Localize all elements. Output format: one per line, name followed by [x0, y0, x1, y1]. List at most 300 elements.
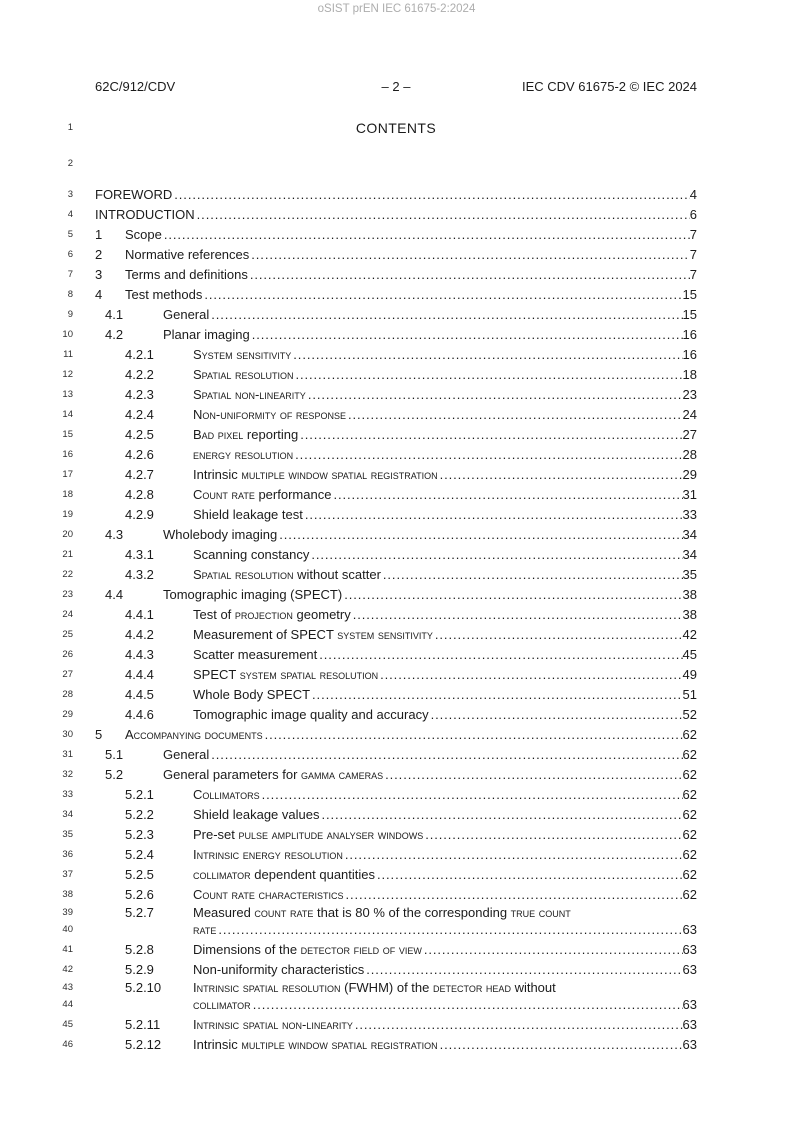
toc-entry-number: 5.2.8	[125, 942, 154, 957]
toc-row	[60, 980, 697, 995]
toc-page-number: 62	[682, 847, 697, 862]
toc-row	[60, 765, 697, 785]
toc-entry-title: Test methods	[125, 287, 203, 302]
toc-page-number: 24	[682, 407, 697, 422]
toc-row-body	[105, 765, 697, 785]
dot-leader	[306, 385, 683, 405]
toc-page-number: 62	[682, 807, 697, 822]
toc-row	[60, 645, 697, 665]
toc-entry-title: General	[163, 747, 210, 762]
toc-row-body	[125, 980, 697, 995]
toc-row-body	[125, 405, 697, 425]
toc-entry-title: Whole Body SPECT	[193, 687, 311, 702]
toc-row	[60, 725, 697, 745]
toc-entry-number: 5.2.1	[125, 787, 154, 802]
toc-page-number: 31	[682, 487, 697, 502]
line-number: 30	[62, 729, 73, 740]
toc-page-number: 23	[682, 387, 697, 402]
toc-page-number: 28	[682, 447, 697, 462]
dot-leader	[429, 705, 683, 725]
dot-leader	[298, 425, 682, 445]
dot-leader	[260, 785, 683, 805]
toc-page-number: 49	[682, 667, 697, 682]
toc-entry-title: Collimators	[193, 787, 260, 802]
line-number: 43	[62, 982, 73, 993]
toc-entry-number: 5.2.6	[125, 887, 154, 902]
toc-entry-title: Scope	[125, 227, 162, 242]
toc-page-number: 16	[682, 347, 697, 362]
toc-entry-number: 5	[95, 727, 103, 742]
toc-row-body	[125, 545, 697, 565]
header-copyright: IEC CDV 61675-2 © IEC 2024	[521, 79, 698, 94]
page-title: CONTENTS	[355, 120, 437, 136]
toc-entry-number: 5.2.2	[125, 807, 154, 822]
line-number: 34	[62, 809, 73, 820]
dot-leader	[209, 305, 682, 325]
dot-leader	[343, 885, 682, 905]
toc-row	[60, 365, 697, 385]
toc-entry-number: 1	[95, 227, 103, 242]
dot-leader	[195, 205, 690, 225]
toc-page-number: 15	[682, 307, 697, 322]
toc-entry-number: 4.3.2	[125, 567, 154, 582]
toc-page-number: 51	[682, 687, 697, 702]
line-number: 27	[62, 669, 73, 680]
line-number: 35	[62, 829, 73, 840]
line-number: 7	[67, 269, 73, 280]
toc-entry-title: Count rate performance	[193, 487, 332, 502]
toc-entry-title: Scatter measurement	[193, 647, 318, 662]
dot-leader	[309, 545, 682, 565]
toc-entry-number: 5.2.11	[125, 1017, 161, 1032]
toc-entry-title: Dimensions of the detector field of view	[193, 942, 422, 957]
toc-row-body	[125, 825, 697, 845]
dot-leader	[277, 525, 682, 545]
toc-row-body	[105, 525, 697, 545]
toc-entry-title: Terms and definitions	[125, 267, 248, 282]
toc-entry-number: 4.2.5	[125, 427, 154, 442]
toc-row	[60, 995, 697, 1015]
line-number: 11	[63, 349, 73, 360]
line-number: 4	[67, 209, 73, 220]
toc-row-body	[125, 920, 697, 940]
toc-row	[60, 585, 697, 605]
toc-entry-number: 4.2.1	[125, 347, 154, 362]
toc-page-number: 33	[682, 507, 697, 522]
toc-page-number: 62	[682, 727, 697, 742]
toc-entry-title: Measured count rate that is 80 % of the corresponding true count	[193, 905, 571, 920]
toc-row	[60, 905, 697, 920]
toc-content	[60, 120, 697, 1055]
line-number: 15	[62, 429, 73, 440]
toc-row	[60, 960, 697, 980]
dot-leader	[303, 505, 683, 525]
line-number: 45	[62, 1019, 73, 1030]
toc-entry-number: 5.2.7	[125, 905, 154, 920]
line-number: 40	[62, 924, 73, 935]
dot-leader	[209, 745, 682, 765]
toc-page-number: 63	[682, 922, 697, 937]
toc-row-body	[125, 565, 697, 585]
dot-leader	[381, 565, 683, 585]
toc-page-number: 63	[682, 962, 697, 977]
watermark-text: oSIST prEN IEC 61675-2:2024	[317, 3, 476, 15]
toc-page-number: 38	[682, 587, 697, 602]
toc-row	[60, 465, 697, 485]
toc-entry-title: Shield leakage values	[193, 807, 320, 822]
toc-row-body	[125, 485, 697, 505]
line-number: 8	[67, 289, 73, 300]
toc-row	[60, 405, 697, 425]
toc-entry-title: Non-uniformity characteristics	[193, 962, 365, 977]
dot-leader	[378, 665, 682, 685]
dot-leader	[383, 765, 682, 785]
toc-row-body	[125, 705, 697, 725]
toc-entry-title: General parameters for gamma cameras	[163, 767, 384, 782]
dot-leader	[263, 725, 683, 745]
line-number: 6	[67, 249, 73, 260]
toc-row-body	[125, 385, 697, 405]
toc-entry-title: Wholebody imaging	[163, 527, 278, 542]
toc-page-number: 62	[682, 867, 697, 882]
toc-entry-number: 5.2	[105, 767, 124, 782]
toc-entry-title: Test of projection geometry	[193, 607, 351, 622]
line-number: 18	[62, 489, 73, 500]
toc-entry-title: Non-uniformity of response	[193, 407, 346, 422]
toc-entry-number: 5.2.4	[125, 847, 154, 862]
toc-row	[60, 920, 697, 940]
line-number: 39	[62, 907, 73, 918]
line-number: 16	[62, 449, 73, 460]
dot-leader	[353, 1015, 683, 1035]
toc-entry-number: 4	[95, 287, 103, 302]
toc-entry-title: Tomographic imaging (SPECT)	[163, 587, 343, 602]
toc-entry-title: Intrinsic multiple window spatial registration	[193, 467, 438, 482]
toc-entry-number: 4.4.6	[125, 707, 154, 722]
toc-row	[60, 825, 697, 845]
toc-row-body	[125, 465, 697, 485]
toc-row	[60, 205, 697, 225]
dot-leader	[162, 225, 690, 245]
toc-entry-title: Scanning constancy	[193, 547, 310, 562]
toc-page-number: 34	[682, 527, 697, 542]
dot-leader	[438, 465, 683, 485]
toc-row-body	[125, 905, 697, 920]
toc-row-body	[125, 995, 697, 1015]
toc-page-number: 52	[682, 707, 697, 722]
toc-entry-title: Intrinsic spatial non-linearity	[193, 1017, 353, 1032]
line-number: 13	[62, 389, 73, 400]
line-number: 19	[62, 509, 73, 520]
toc-row	[60, 485, 697, 505]
toc-row	[60, 225, 697, 245]
toc-entry-number: 4.3.1	[125, 547, 154, 562]
toc-row-body	[95, 225, 697, 245]
line-number: 3	[67, 189, 73, 200]
toc-row-body	[125, 365, 697, 385]
toc-entry-title: Accompanying documents	[125, 727, 263, 742]
toc-entry-title: Bad pixel reporting	[193, 427, 299, 442]
line-number: 44	[62, 999, 73, 1010]
toc-page-number: 18	[682, 367, 697, 382]
line-number: 17	[62, 469, 73, 480]
toc-page-number: 62	[682, 887, 697, 902]
toc-row	[60, 665, 697, 685]
toc-entry-number: 5.2.12	[125, 1037, 162, 1052]
toc-entry-title: Spatial non-linearity	[193, 387, 306, 402]
toc-row-body	[125, 865, 697, 885]
toc-row-body	[125, 625, 697, 645]
toc-row	[60, 865, 697, 885]
toc-entry-title: Spatial resolution without scatter	[193, 567, 381, 582]
toc-entry-title: Spatial resolution	[193, 367, 294, 382]
toc-row-body	[95, 265, 697, 285]
toc-row-body	[125, 785, 697, 805]
toc-row	[60, 1015, 697, 1035]
toc-row	[60, 445, 697, 465]
toc-row-body	[125, 345, 697, 365]
toc-row-body	[125, 425, 697, 445]
toc-page-number: 63	[682, 942, 697, 957]
dot-leader	[248, 265, 690, 285]
toc-entry-title: Pre-set pulse amplitude analyser windows	[193, 827, 424, 842]
toc-row	[60, 325, 697, 345]
toc-row-body	[125, 605, 697, 625]
toc-row	[60, 345, 697, 365]
contents-title-row	[60, 120, 697, 158]
dot-leader	[351, 605, 683, 625]
toc-row-body	[125, 1035, 697, 1055]
toc-row	[60, 525, 697, 545]
toc-entry-number: 5.1	[105, 747, 124, 762]
dot-leader	[422, 940, 683, 960]
toc-entry-number: 4.2.4	[125, 407, 154, 422]
toc-row	[60, 505, 697, 525]
toc-entry-title: Measurement of SPECT system sensitivity	[193, 627, 433, 642]
toc-entry-number: 4.4	[105, 587, 124, 602]
dot-leader	[375, 865, 683, 885]
dot-leader	[250, 325, 683, 345]
toc-entry-number: 4.2.3	[125, 387, 154, 402]
toc-entry-title: System sensitivity	[193, 347, 292, 362]
toc-entry-title: Count rate characteristics	[193, 887, 344, 902]
toc-entry-number: 3	[95, 267, 103, 282]
line-number: 12	[62, 369, 73, 380]
toc-row-body	[125, 805, 697, 825]
dot-leader	[346, 405, 683, 425]
toc-entry-title: Intrinsic spatial resolution (FWHM) of the detector head without	[193, 980, 556, 995]
toc-entry-number: 2	[95, 247, 103, 262]
dot-leader	[317, 645, 682, 665]
toc-entry-title: Planar imaging	[163, 327, 250, 342]
dot-leader	[172, 185, 689, 205]
toc-page-number: 63	[682, 1037, 697, 1052]
line-number: 36	[62, 849, 73, 860]
dot-leader	[310, 685, 682, 705]
line-number: 37	[62, 869, 73, 880]
toc-row-body	[125, 845, 697, 865]
toc-row	[60, 625, 697, 645]
toc-page-number: 7	[689, 227, 697, 242]
toc-entry-title: Shield leakage test	[193, 507, 303, 522]
dot-leader	[293, 365, 682, 385]
line-number: 1	[67, 122, 73, 133]
toc-row-body	[125, 940, 697, 960]
line-number: 33	[62, 789, 73, 800]
toc-page-number: 7	[689, 267, 697, 282]
toc-row	[60, 940, 697, 960]
toc-row-body	[95, 285, 697, 305]
toc-row	[60, 305, 697, 325]
toc-entry-number: 4.4.3	[125, 647, 154, 662]
toc-entry-title: Intrinsic energy resolution	[193, 847, 343, 862]
toc-row-body	[95, 185, 697, 205]
toc-row	[60, 545, 697, 565]
toc-page-number: 62	[682, 767, 697, 782]
toc-entry-title: rate	[193, 922, 217, 937]
toc-entry-number: 5.2.5	[125, 867, 154, 882]
toc-entry-number: 4.4.4	[125, 667, 154, 682]
line-number: 26	[62, 649, 73, 660]
toc-entry-title: Tomographic image quality and accuracy	[193, 707, 429, 722]
toc-entry-number: 5.2.10	[125, 980, 162, 995]
toc-row	[60, 845, 697, 865]
toc-entry-title: Intrinsic multiple window spatial registration	[193, 1037, 438, 1052]
toc-row-body	[125, 960, 697, 980]
toc-entry-number: 4.4.1	[125, 607, 154, 622]
toc-entry-title: collimator dependent quantities	[193, 867, 376, 882]
toc-entry-number: 4.4.5	[125, 687, 154, 702]
toc-page-number: 35	[682, 567, 697, 582]
toc-row	[60, 745, 697, 765]
toc-row	[60, 565, 697, 585]
toc-entry-number: 5.2.9	[125, 962, 154, 977]
toc-row-body	[125, 685, 697, 705]
toc-entry-number: 4.2.9	[125, 507, 154, 522]
dot-leader	[216, 920, 682, 940]
header-page-number: – 2 –	[381, 79, 411, 94]
toc-entry-title: General	[163, 307, 210, 322]
line-number: 46	[62, 1039, 73, 1050]
line-number: 25	[62, 629, 73, 640]
dot-leader	[331, 485, 682, 505]
toc-entry-number: 4.1	[105, 307, 124, 322]
toc-row	[60, 285, 697, 305]
toc-page-number: 15	[682, 287, 697, 302]
dot-leader	[251, 995, 683, 1015]
toc-row-body	[95, 245, 697, 265]
line-number: 41	[62, 944, 73, 955]
toc-page-number: 63	[682, 997, 697, 1012]
line-number: 38	[62, 889, 73, 900]
toc-row	[60, 425, 697, 445]
toc-entry-number: 4.3	[105, 527, 124, 542]
dot-leader	[202, 285, 682, 305]
dot-leader	[249, 245, 689, 265]
line-number: 5	[67, 229, 73, 240]
dot-leader	[291, 345, 682, 365]
toc-entry-number: 4.2.2	[125, 367, 154, 382]
line-number: 20	[62, 529, 73, 540]
toc-row-body	[125, 645, 697, 665]
line-number: 21	[62, 549, 73, 560]
toc-row-body	[95, 725, 697, 745]
toc-page-number: 6	[689, 207, 697, 222]
toc-entry-number: 4.2	[105, 327, 124, 342]
line-number: 24	[62, 609, 73, 620]
toc-page-number: 62	[682, 747, 697, 762]
line-number: 23	[62, 589, 73, 600]
toc-page-number: 27	[682, 427, 697, 442]
line-number: 2	[67, 158, 73, 169]
line-number: 14	[62, 409, 73, 420]
toc-page-number: 16	[682, 327, 697, 342]
dot-leader	[423, 825, 682, 845]
toc-entry-title: INTRODUCTION	[95, 207, 195, 222]
toc-page-number: 29	[682, 467, 697, 482]
header-document-reference: 62C/912/CDV	[95, 79, 176, 94]
line-number: 32	[62, 769, 73, 780]
toc-row-body	[125, 505, 697, 525]
line-number: 28	[62, 689, 73, 700]
toc-row	[60, 1035, 697, 1055]
toc-page-number: 42	[682, 627, 697, 642]
toc-entry-title: collimator	[193, 997, 251, 1012]
toc-row	[60, 805, 697, 825]
toc-page-number: 62	[682, 787, 697, 802]
toc-entry-title: FOREWORD	[95, 187, 173, 202]
toc-row-body	[105, 305, 697, 325]
blank-line-row	[60, 158, 697, 185]
toc-row	[60, 385, 697, 405]
toc-row-body	[125, 445, 697, 465]
toc-page-number: 45	[682, 647, 697, 662]
toc-entry-number: 5.2.3	[125, 827, 154, 842]
toc-list	[60, 185, 697, 1055]
toc-row-body	[105, 325, 697, 345]
page-header	[95, 79, 697, 94]
toc-row-body	[125, 1015, 697, 1035]
toc-page-number: 34	[682, 547, 697, 562]
toc-page-number: 38	[682, 607, 697, 622]
dot-leader	[438, 1035, 683, 1055]
toc-row-body	[125, 885, 697, 905]
toc-entry-title: Normative references	[125, 247, 250, 262]
toc-page-number: 62	[682, 827, 697, 842]
toc-entry-title: SPECT system spatial resolution	[193, 667, 379, 682]
dot-leader	[364, 960, 682, 980]
line-number: 31	[62, 749, 73, 760]
toc-row	[60, 685, 697, 705]
dot-leader	[319, 805, 682, 825]
dot-leader	[293, 445, 682, 465]
toc-row	[60, 885, 697, 905]
toc-row-body	[105, 745, 697, 765]
toc-entry-number: 4.4.2	[125, 627, 154, 642]
toc-entry-number: 4.2.6	[125, 447, 154, 462]
dot-leader	[343, 845, 683, 865]
toc-row-body	[95, 205, 697, 225]
toc-row-body	[125, 665, 697, 685]
toc-row	[60, 265, 697, 285]
line-number: 22	[62, 569, 73, 580]
toc-entry-number: 4.2.7	[125, 467, 154, 482]
toc-row	[60, 245, 697, 265]
dot-leader	[342, 585, 682, 605]
line-number: 9	[67, 309, 73, 320]
dot-leader	[433, 625, 683, 645]
toc-row	[60, 185, 697, 205]
